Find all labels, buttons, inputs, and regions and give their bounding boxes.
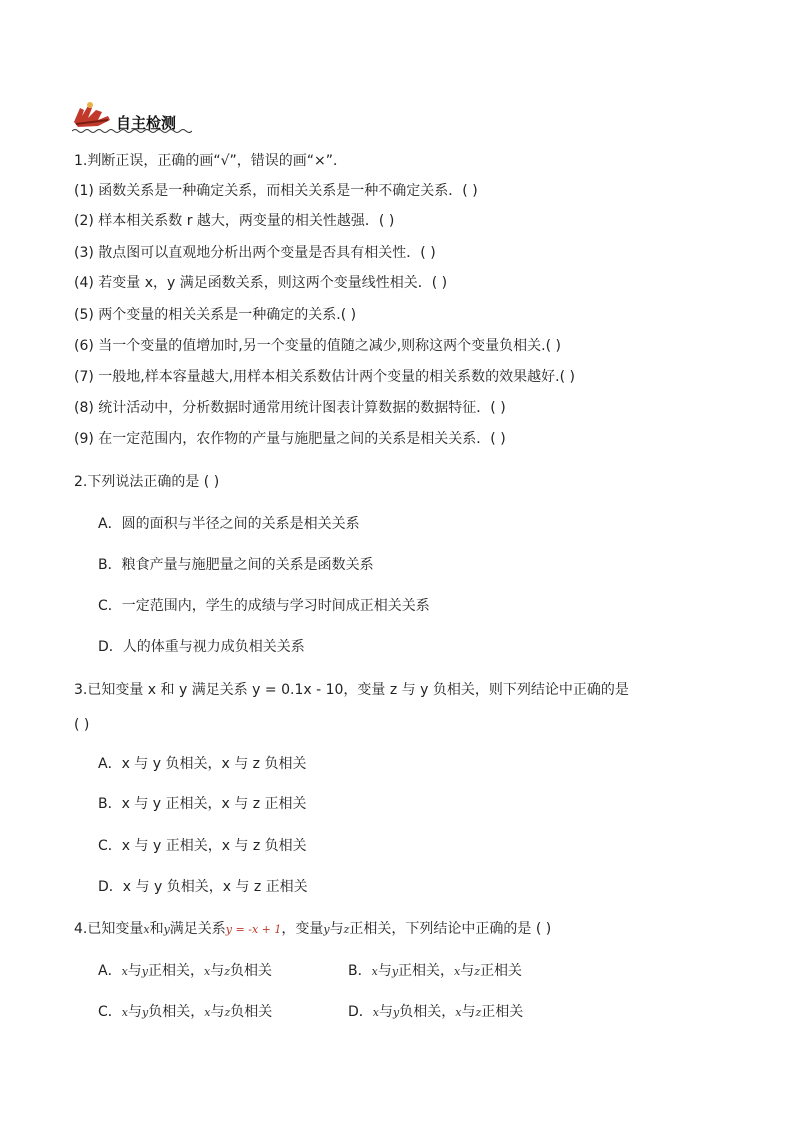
- q4-option-label: C．: [98, 1004, 122, 1020]
- q1-item-2: (2) 样本相关系数 r 越大，两变量的相关性越强．( ): [74, 213, 395, 229]
- q4-option-label: B．: [348, 963, 372, 979]
- q4-var-y: y: [142, 1006, 149, 1019]
- q4-option-d: [348, 1003, 523, 1022]
- q4-var-x: x: [121, 965, 128, 978]
- q4-var-z: z: [474, 965, 481, 978]
- q4-var-z: z: [224, 1006, 231, 1019]
- q4-option-text: 与: [461, 1004, 476, 1020]
- q3-option-c: C．x 与 y 正相关，x 与 z 负相关: [98, 838, 307, 854]
- q4-option-text: 与: [128, 1004, 142, 1020]
- q4-option-text: 与: [127, 963, 142, 979]
- q2-option-d: D．人的体重与视力成负相关关系: [98, 639, 305, 655]
- q4-var-y: y: [323, 923, 330, 936]
- q4-option-b: [348, 962, 522, 981]
- q1-item-5: (5) 两个变量的相关关系是一种确定的关系.( ): [74, 307, 357, 323]
- q4-var-z: z: [475, 1006, 482, 1019]
- q2-option-b: B．粮食产量与施肥量之间的关系是函数关系: [98, 557, 374, 573]
- title-wavy-underline: [72, 128, 192, 134]
- q1-item-4: (4) 若变量 x，y 满足函数关系，则这两个变量线性相关．( ): [74, 275, 448, 291]
- q4-var-x: x: [204, 965, 211, 978]
- q1-item-7: (7) 一般地,样本容量越大,用样本相关系数估计两个变量的相关系数的效果越好.( ): [74, 369, 576, 385]
- q1-item-8: (8) 统计活动中，分析数据时通常用统计图表计算数据的数据特征．( ): [74, 400, 506, 416]
- q1-item-6: (6) 当一个变量的值增加时,另一个变量的值随之减少,则称这两个变量负相关.( ): [74, 338, 562, 354]
- q4-var-y: y: [391, 965, 399, 978]
- q4-var-y: y: [141, 965, 149, 978]
- q4-option-text: 与: [377, 963, 392, 979]
- q4-option-text: 负相关: [230, 963, 273, 979]
- q2-stem: 2.下列说法正确的是 ( ): [74, 474, 220, 490]
- q3-option-d: D．x 与 y 负相关，x 与 z 正相关: [98, 879, 308, 895]
- q4-stem: [74, 920, 551, 939]
- q4-option-text: 与: [210, 963, 225, 979]
- q4-option-text: 负相关，: [399, 1004, 456, 1020]
- q1-item-1: (1) 函数关系是一种确定关系，而相关关系是一种不确定关系．( ): [74, 183, 478, 199]
- q4-option-text: 与: [379, 1004, 393, 1020]
- q2-option-a: A．圆的面积与半径之间的关系是相关关系: [98, 516, 360, 532]
- q4-var-z: z: [343, 923, 350, 936]
- q1-item-3: (3) 散点图可以直观地分析出两个变量是否具有相关性．( ): [74, 245, 436, 261]
- q4-option-text: 正相关，: [148, 963, 205, 979]
- section-title: 自主检测: [116, 114, 177, 132]
- q4-option-a: [98, 962, 272, 981]
- q4-stem-part: 4.已知变量: [74, 921, 144, 937]
- q4-option-text: 与: [210, 1004, 225, 1020]
- q4-stem-part: 满足关系: [169, 921, 226, 937]
- q3-option-b: B．x 与 y 正相关，x 与 z 正相关: [98, 796, 307, 812]
- q4-option-text: 正相关: [480, 963, 523, 979]
- q4-var-x: x: [454, 965, 461, 978]
- q4-stem-part: 与: [329, 921, 344, 937]
- q4-var-y: y: [163, 923, 170, 936]
- q4-var-x: x: [372, 1006, 379, 1019]
- q4-var-x: x: [204, 1006, 211, 1019]
- q4-option-text: 与: [460, 963, 475, 979]
- q4-option-c: [98, 1003, 272, 1022]
- q4-stem-part: ，变量: [281, 921, 324, 937]
- q4-option-text: 负相关: [230, 1004, 273, 1020]
- q4-option-text: 正相关: [481, 1004, 524, 1020]
- q1-item-9: (9) 在一定范围内，农作物的产量与施肥量之间的关系是相关关系．( ): [74, 431, 506, 447]
- self-check-logo-icon: [72, 100, 112, 130]
- q4-var-z: z: [224, 965, 231, 978]
- q4-var-x: x: [121, 1006, 128, 1019]
- q4-option-text: 正相关，: [398, 963, 455, 979]
- q3-stem: 3.已知变量 x 和 y 满足关系 y = 0.1x - 10，变量 z 与 y 负相关，则下列结论中正确的是: [74, 682, 629, 698]
- q4-option-label: D．: [348, 1004, 373, 1020]
- q4-stem-part: 正相关，下列结论中正确的是 ( ): [349, 921, 552, 937]
- q4-var-x: x: [455, 1006, 462, 1019]
- q3-stem-paren: ( ): [74, 717, 90, 733]
- q4-option-text: 负相关，: [148, 1004, 205, 1020]
- q4-var-x: x: [371, 965, 378, 978]
- q4-formula: y = -x + 1: [225, 923, 282, 936]
- q3-option-a: A．x 与 y 负相关，x 与 z 负相关: [98, 756, 307, 772]
- q4-var-x: x: [143, 923, 150, 936]
- q1-stem: 1.判断正误，正确的画“√”，错误的画“×”．: [74, 153, 348, 169]
- q4-var-y: y: [393, 1006, 400, 1019]
- section-header: [72, 100, 272, 134]
- q4-stem-part: 和: [149, 921, 164, 937]
- q2-option-c: C．一定范围内，学生的成绩与学习时间成正相关关系: [98, 598, 430, 614]
- q4-option-label: A．: [98, 963, 122, 979]
